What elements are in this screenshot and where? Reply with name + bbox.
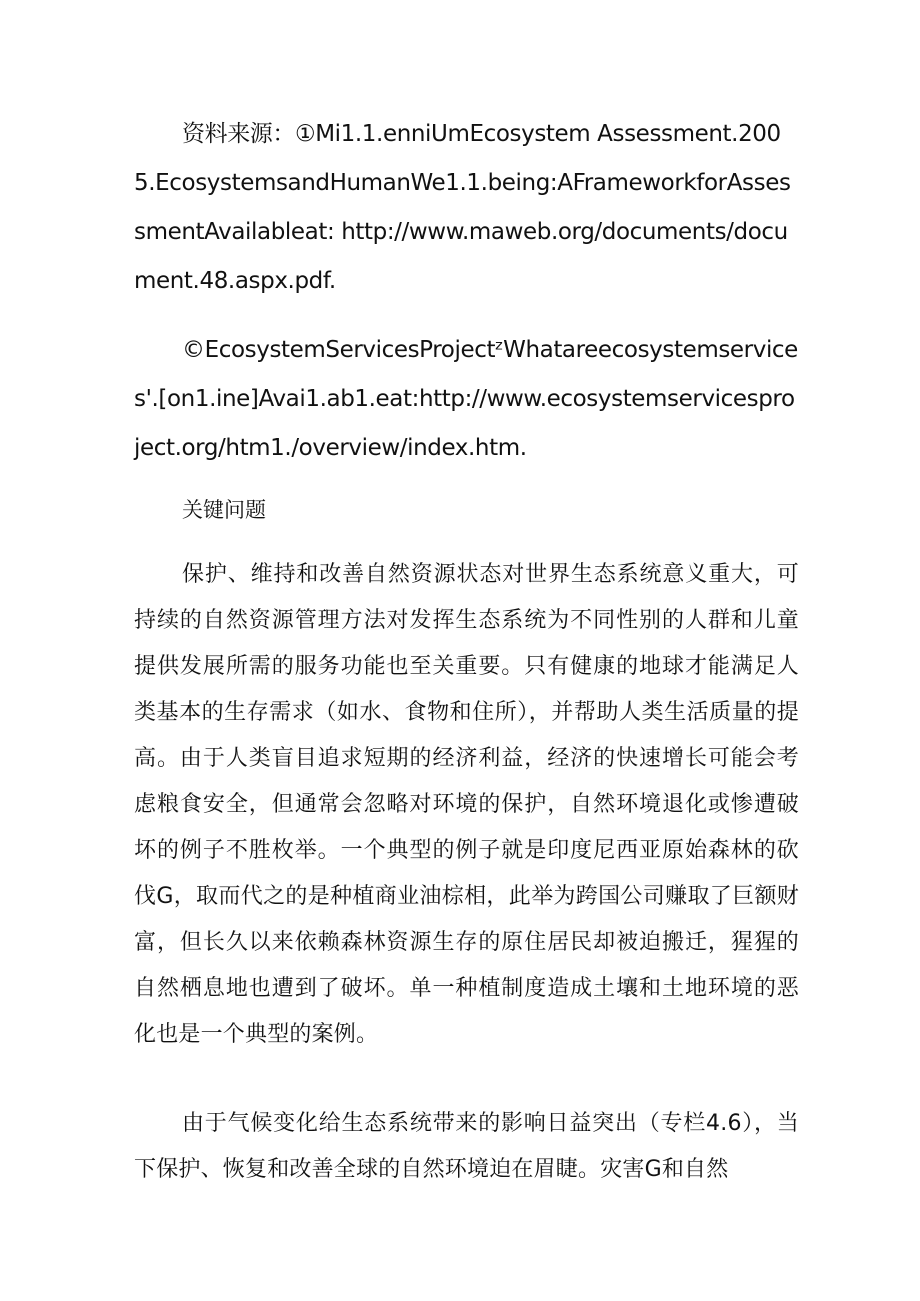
reference-2: ©EcosystemServicesProjectᶻWhatareecosystemservices'.[on1.ine]Avai1.ab1.eat:http://www.ecosystemservicesproject.org/htm1./overview/index.htm. [134, 337, 798, 461]
reference-1: 资料来源：①Mi1.1.enniUmEcosystem Assessment.2005.EcosystemsandHumanWe1.1.being:AFrameworkforAssessmentAvailableat: http://www.maweb.org/documents/document.48.aspx.pdf. [134, 121, 791, 294]
body-paragraph-1: 保护、维持和改善自然资源状态对世界生态系统意义重大，可持续的自然资源管理方法对发挥生态系统为不同性别的人群和儿童提供发展所需的服务功能也至关重要。只有健康的地球才能满足人类基本的生存需求（如水、食物和住所），并帮助人类生活质量的提高。由于人类盲目追求短期的经济利益，经济的快速增长可能会考虑粮食安全，但通常会忽略对环境的保护，自然环境退化或惨遭破坏的例子不胜枚举。一个典型的例子就是印度尼西亚原始森林的砍伐G，取而代之的是种植商业油棕相，此举为跨国公司赚取了巨额财富，但长久以来依赖森林资源生存的原住居民却被迫搬迁，猩猩的自然栖息地也遭到了破坏。单一种植制度造成土壤和土地环境的恶化也是一个典型的案例。 [134, 562, 799, 1047]
body-paragraph-2: 由于气候变化给生态系统带来的影响日益突出（专栏4.6），当下保护、恢复和改善全球的自然环境迫在眉睫。灾害G和自然 [134, 1111, 799, 1182]
section-heading: 关键问题 [182, 498, 266, 522]
